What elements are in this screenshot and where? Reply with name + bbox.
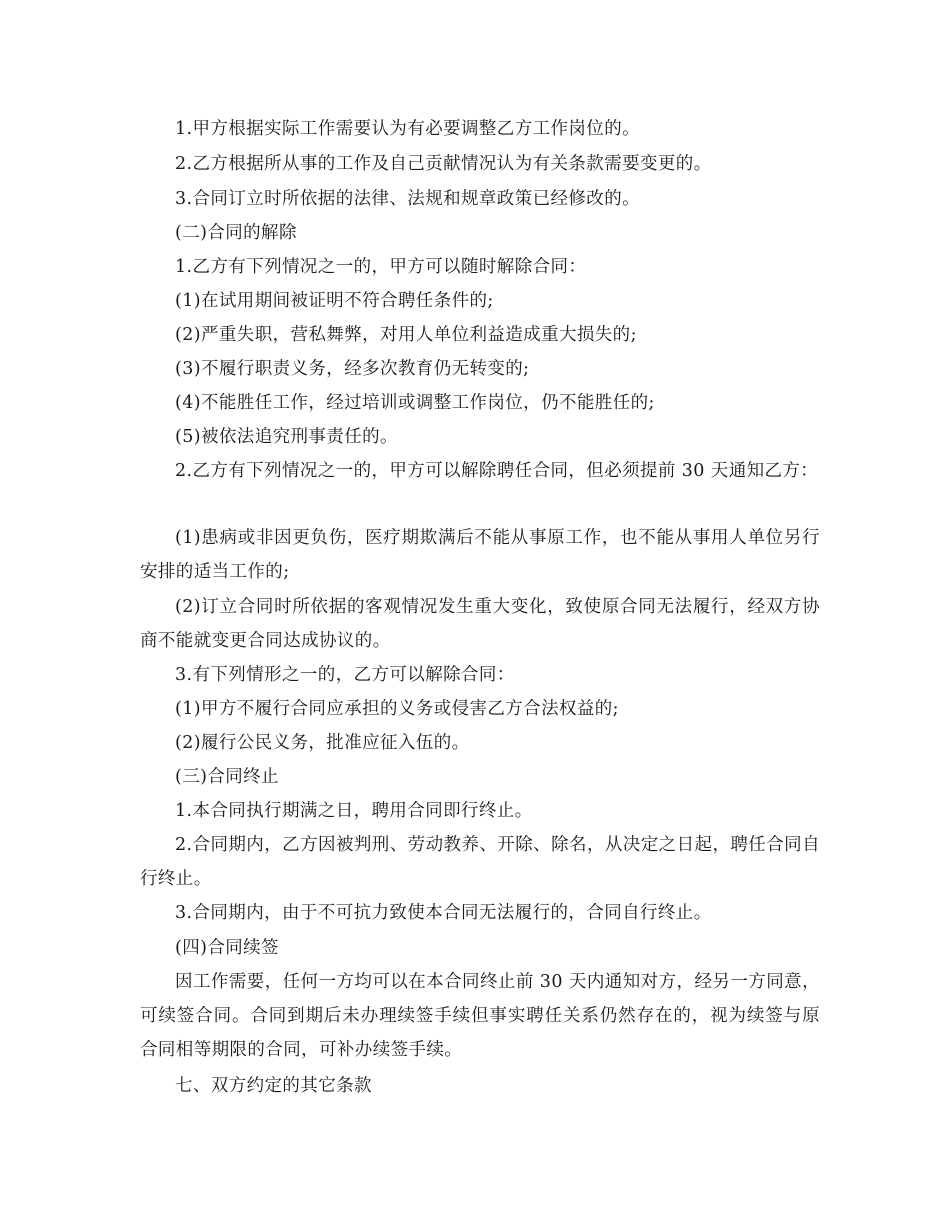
paragraph-law-revised: 3.合同订立时所依据的法律、法规和规章政策已经修改的。 — [175, 189, 640, 209]
paragraph-expiry: 1.本合同执行期满之日，聘用合同即行终止。 — [175, 801, 533, 821]
list-item-misconduct: (2)严重失职，营私舞弊，对用人单位利益造成重大损失的; — [175, 325, 637, 345]
list-item-illness: (1)患病或非因更负伤，医疗期欺满后不能从事原工作，也不能从事用人单位另行安排的适当工作的; — [140, 528, 820, 582]
paragraph-employee-termination: 3.有下列情形之一的，乙方可以解除合同： — [175, 665, 515, 685]
paragraph-adjust-position: 1.甲方根据实际工作需要认为有必要调整乙方工作岗位的。 — [175, 119, 640, 139]
list-item-criminal: (5)被依法追究刑事责任的。 — [175, 427, 398, 447]
paragraph-force-majeure: 3.合同期内，由于不可抗力致使本合同无法履行的，合同自行终止。 — [175, 903, 712, 923]
section-heading-renewal: (四)合同续签 — [175, 938, 279, 958]
paragraph-sentence-end: 2.合同期内，乙方因被判刑、劳动教养、开除、除名，从决定之日起，聘任合同自行终止。 — [140, 835, 820, 889]
list-item-employer-breach: (1)甲方不履行合同应承担的义务或侵害乙方合法权益的; — [175, 699, 619, 719]
paragraph-renewal: 因工作需要，任何一方均可以在本合同终止前 30 天内通知对方，经另一方同意，可续签合同。合同到期后未办理续签手续但事实聘任关系仍然存在的，视为续签与原合同相等期限的合同，可补办续签手续。 — [140, 972, 820, 1060]
section-heading-other-terms: 七、双方约定的其它条款 — [175, 1076, 372, 1096]
section-heading-end: (三)合同终止 — [175, 767, 279, 787]
list-item-incompetence: (4)不能胜任工作，经过培训或调整工作岗位，仍不能胜任的; — [175, 393, 655, 413]
list-item-duty-failure: (3)不履行职责义务，经多次教育仍无转变的; — [175, 359, 530, 379]
paragraph-terms-change: 2.乙方根据所从事的工作及自己贡献情况认为有关条款需要变更的。 — [175, 154, 712, 174]
list-item-circumstance-change: (2)订立合同时所依据的客观情况发生重大变化，致使原合同无法履行，经双方协商不能就变更合同达成协议的。 — [140, 597, 820, 651]
list-item-military: (2)履行公民义务，批准应征入伍的。 — [175, 733, 470, 753]
paragraph-notice-termination: 2.乙方有下列情况之一的，甲方可以解除聘任合同，但必须提前 30 天通知乙方： — [175, 461, 819, 481]
section-heading-termination: (二)合同的解除 — [175, 223, 297, 243]
list-item-probation: (1)在试用期间被证明不符合聘任条件的; — [175, 291, 494, 311]
paragraph-immediate-termination: 1.乙方有下列情况之一的，甲方可以随时解除合同： — [175, 257, 587, 277]
